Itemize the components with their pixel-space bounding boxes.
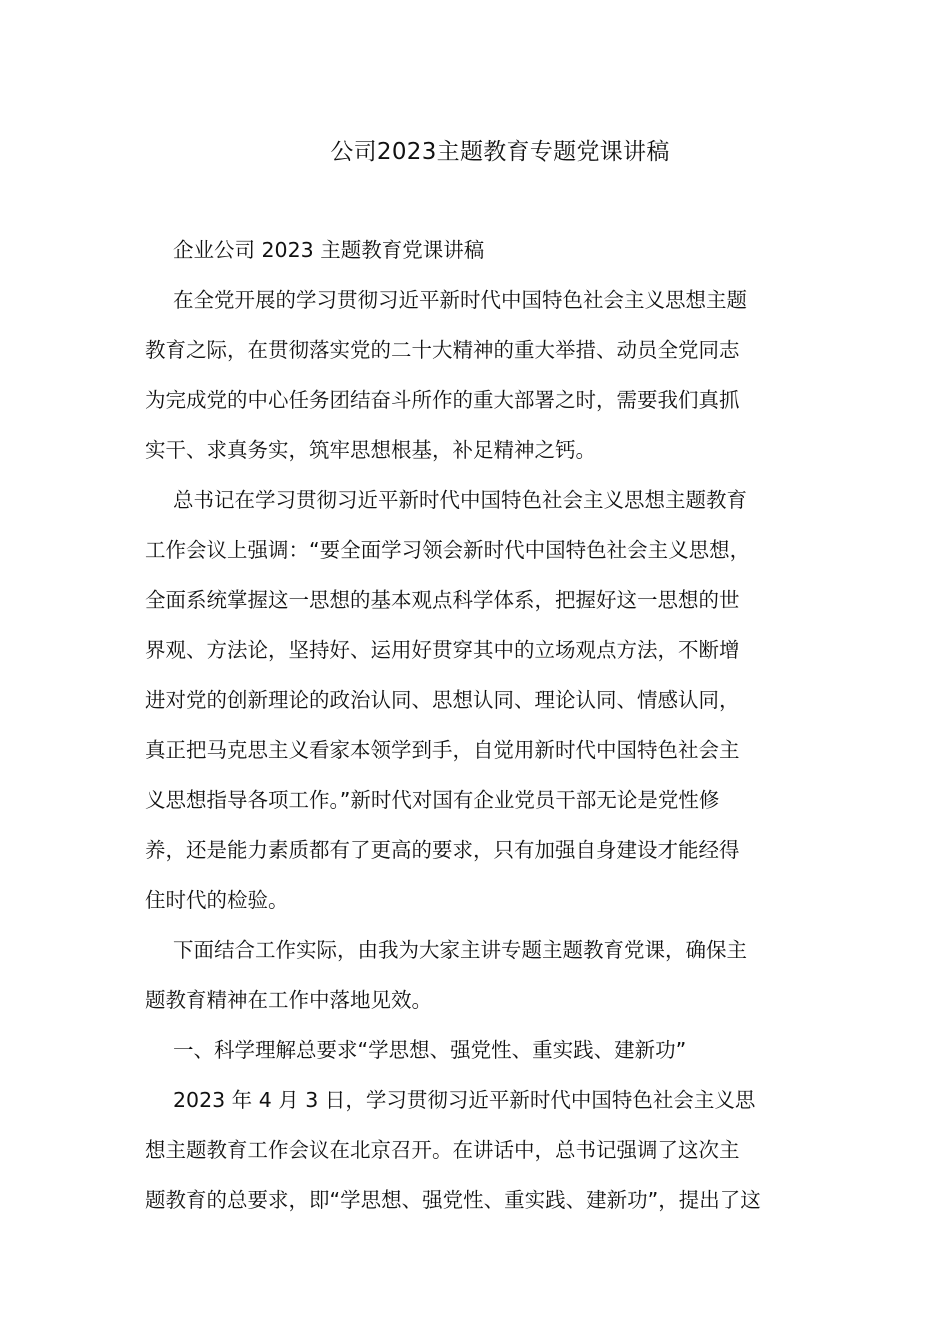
paragraph-line: 想主题教育工作会议在北京召开。在讲话中，总书记强调了这次主: [145, 1138, 740, 1162]
paragraph-line: 养，还是能力素质都有了更高的要求，只有加强自身建设才能经得: [145, 838, 740, 862]
document-title: 公司2023主题教育专题党课讲稿: [330, 139, 670, 165]
paragraph-line: 题教育精神在工作中落地见效。: [145, 988, 432, 1012]
paragraph-line: 为完成党的中心任务团结奋斗所作的重大部署之时，需要我们真抓: [145, 388, 740, 412]
paragraph-line: 2023 年 4 月 3 日，学习贯彻习近平新时代中国特色社会主义思: [173, 1088, 756, 1112]
paragraph-line: 真正把马克思主义看家本领学到手，自觉用新时代中国特色社会主: [145, 738, 740, 762]
paragraph-line: 全面系统掌握这一思想的基本观点科学体系，把握好这一思想的世: [145, 588, 740, 612]
paragraph-line: 界观、方法论，坚持好、运用好贯穿其中的立场观点方法，不断增: [145, 638, 740, 662]
paragraph-line: 工作会议上强调：“要全面学习领会新时代中国特色社会主义思想，: [145, 538, 751, 562]
paragraph-line: 总书记在学习贯彻习近平新时代中国特色社会主义思想主题教育: [173, 488, 747, 512]
paragraph-line: 进对党的创新理论的政治认同、思想认同、理论认同、情感认同，: [145, 688, 740, 712]
paragraph-heading: 企业公司 2023 主题教育党课讲稿: [173, 238, 485, 262]
paragraph-line: 教育之际，在贯彻落实党的二十大精神的重大举措、动员全党同志: [145, 338, 740, 362]
paragraph-line: 下面结合工作实际，由我为大家主讲专题主题教育党课，确保主: [173, 938, 747, 962]
paragraph-line: 义思想指导各项工作。”新时代对国有企业党员干部无论是党性修: [145, 788, 720, 812]
paragraph-line: 在全党开展的学习贯彻习近平新时代中国特色社会主义思想主题: [173, 288, 747, 312]
paragraph-line: 题教育的总要求，即“学思想、强党性、重实践、建新功”，提出了这: [145, 1188, 761, 1212]
section-heading: 一、科学理解总要求“学思想、强党性、重实践、建新功”: [173, 1038, 687, 1062]
paragraph-line: 实干、求真务实，筑牢思想根基，补足精神之钙。: [145, 438, 596, 462]
paragraph-line: 住时代的检验。: [145, 888, 289, 912]
